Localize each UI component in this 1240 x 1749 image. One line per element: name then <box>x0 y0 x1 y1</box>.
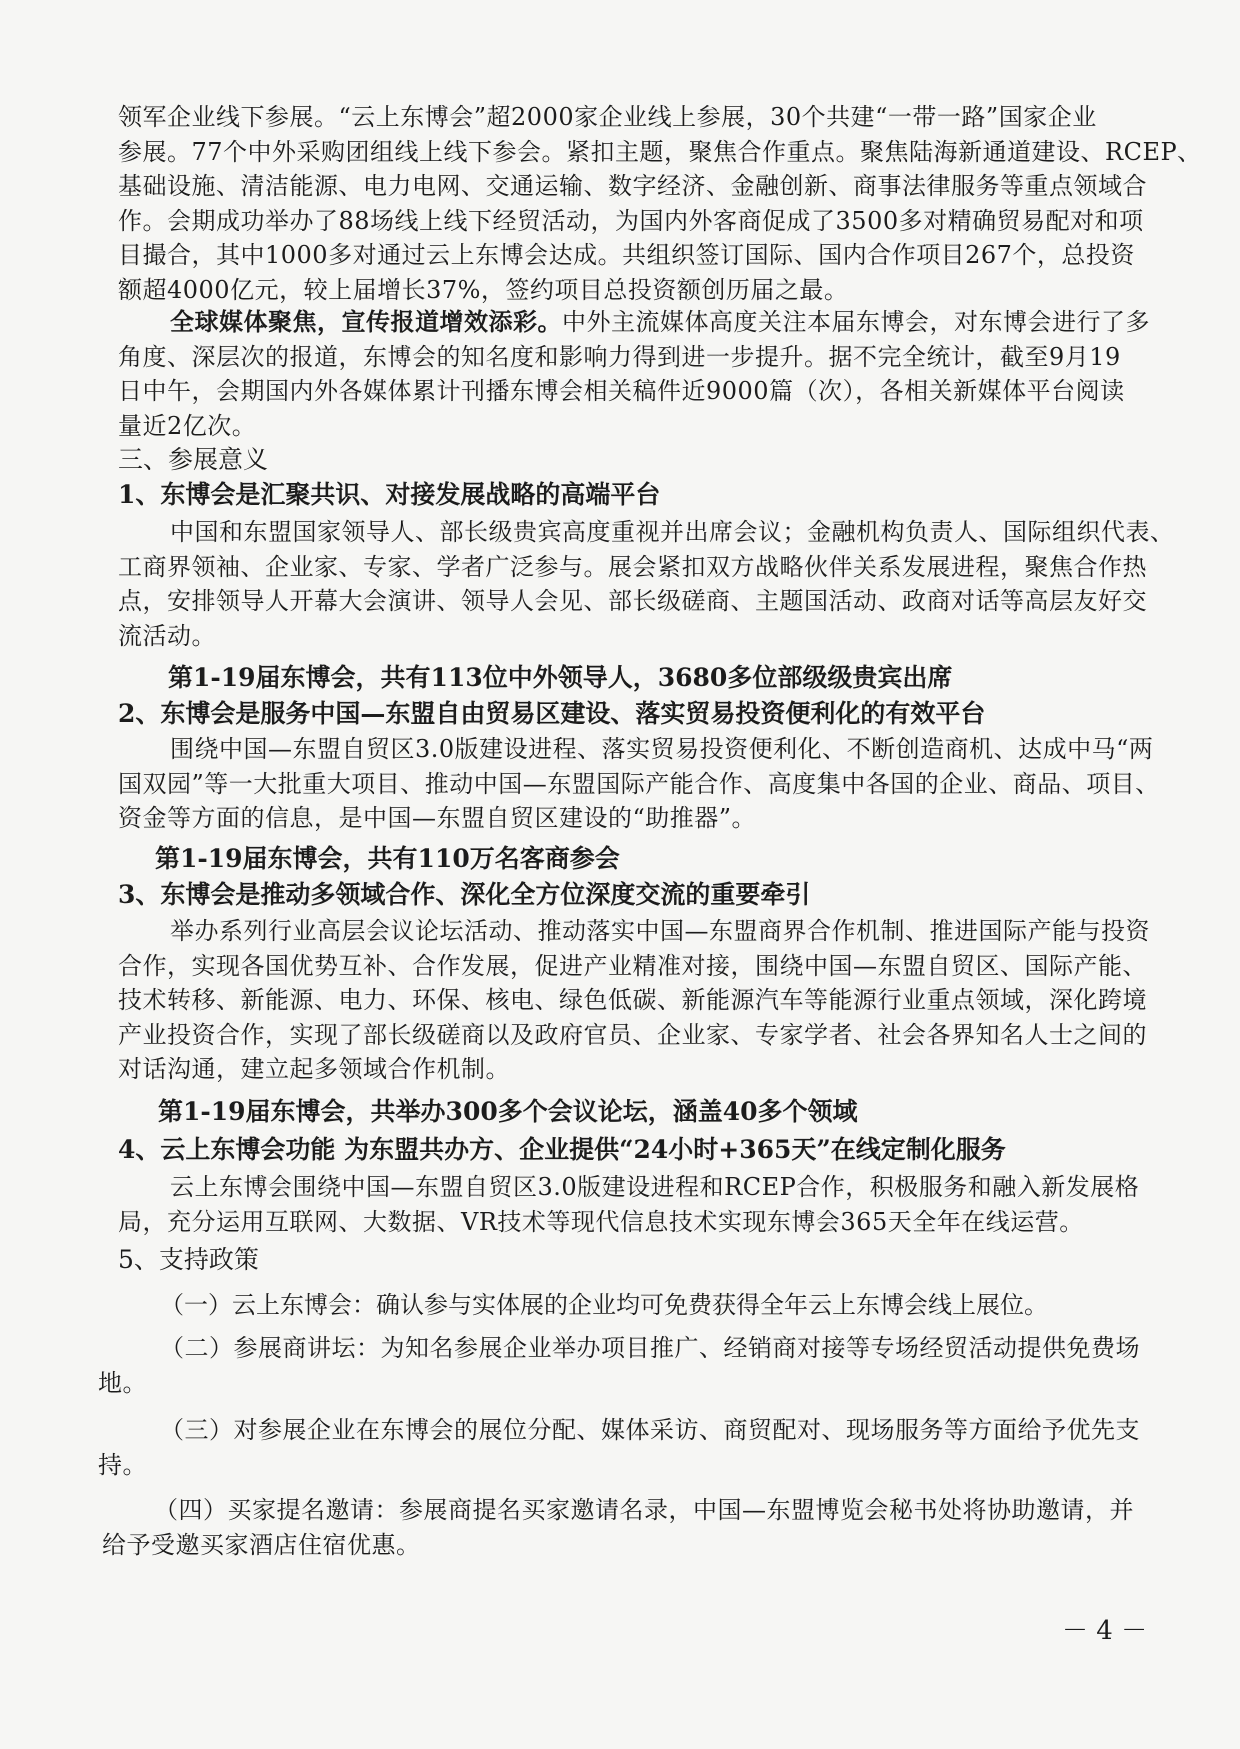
text-line: 国双园”等一大批重大项目、推动中国—东盟国际产能合作、高度集中各国的企业、商品、项目、 <box>118 769 1160 798</box>
section-3-body <box>118 914 1150 1087</box>
text-line: （三）对参展企业在东博会的展位分配、媒体采访、商贸配对、现场服务等方面给予优先支 <box>160 1416 1140 1444</box>
text-line: 点，安排领导人开幕大会演讲、领导人会见、部长级磋商、主题国活动、政商对话等高层友好交 <box>118 587 1147 615</box>
text-line: 举办系列行业高层会议论坛活动、推动落实中国—东盟商界合作机制、推进国际产能与投资 <box>170 917 1150 945</box>
text-line: 参展。77个中外采购团组线上线下参会。紧扣主题，聚焦合作重点。聚焦陆海新通道建设、RCEP、 <box>118 137 1202 166</box>
text-line: 产业投资合作，实现了部长级磋商以及政府官员、企业家、专家学者、社会各界知名人士之间的 <box>118 1020 1147 1049</box>
section-2-stat: 第1-19届东博会，共有110万名客商参会 <box>155 844 620 873</box>
text-line: 工商界领袖、企业家、专家、学者广泛参与。展会紧扣双方战略伙伴关系发展进程，聚焦合作热 <box>118 552 1147 581</box>
section-3-title: 3、东博会是推动多领域合作、深化全方位深度交流的重要牵引 <box>118 880 811 909</box>
policy-item-2 <box>98 1331 1140 1400</box>
media-bold-lead: 全球媒体聚焦，宣传报道增效添彩。 <box>170 307 562 336</box>
text-line: 日中午，会期国内外各媒体累计刊播东博会相关稿件近9000篇（次），各相关新媒体平台阅读 <box>118 377 1125 405</box>
exhibition-results-paragraph <box>118 100 1202 307</box>
section-2-body <box>118 732 1160 836</box>
text-line: 领军企业线下参展。“云上东博会”超2000家企业线上参展，30个共建“一带一路”国家企业 <box>118 103 1097 131</box>
section-5-title: 5、支持政策 <box>118 1245 259 1274</box>
media-paragraph <box>118 305 1150 443</box>
text-line: 作。会期成功举办了88场线上线下经贸活动，为国内外客商促成了3500多对精确贸易配对和项 <box>118 206 1144 235</box>
section-1-body <box>118 515 1175 653</box>
text-line: 地。 <box>98 1368 147 1397</box>
text-line: 围绕中国—东盟自贸区3.0版建设进程、落实贸易投资便利化、不断创造商机、达成中马“两 <box>170 735 1154 763</box>
policy-item-4 <box>102 1493 1138 1562</box>
page-number: － 4 － <box>1062 1616 1148 1646</box>
text-line: 局，充分运用互联网、大数据、VR技术等现代信息技术实现东博会365天全年在线运营。 <box>118 1207 1084 1236</box>
text-line: 云上东博会围绕中国—东盟自贸区3.0版建设进程和RCEP合作，积极服务和融入新发展格 <box>170 1173 1140 1201</box>
text-line: 中国和东盟国家领导人、部长级贵宾高度重视并出席会议；金融机构负责人、国际组织代表、 <box>170 518 1175 546</box>
section-1-stat: 第1-19届东博会，共有113位中外领导人，3680多位部级级贵宾出席 <box>168 663 953 692</box>
text-line: 基础设施、清洁能源、电力电网、交通运输、数字经济、金融创新、商事法律服务等重点领域合 <box>118 172 1147 200</box>
text-line: 合作，实现各国优势互补、合作发展，促进产业精准对接，围绕中国—东盟自贸区、国际产能、 <box>118 951 1147 980</box>
section-1-title: 1、东博会是汇聚共识、对接发展战略的高端平台 <box>118 480 661 509</box>
section-2-title: 2、东博会是服务中国—东盟自由贸易区建设、落实贸易投资便利化的有效平台 <box>118 699 986 728</box>
section-three-title: 三、参展意义 <box>118 445 269 474</box>
text-line: 流活动。 <box>118 621 216 650</box>
policy-item-3 <box>98 1413 1140 1482</box>
text-line: 技术转移、新能源、电力、环保、核电、绿色低碳、新能源汽车等能源行业重点领域，深化跨境 <box>118 986 1147 1014</box>
text-line: 给予受邀买家酒店住宿优惠。 <box>102 1530 421 1559</box>
policy-item-1: （一）云上东博会：确认参与实体展的企业均可免费获得全年云上东博会线上展位。 <box>160 1291 1048 1319</box>
text-line: 角度、深层次的报道，东博会的知名度和影响力得到进一步提升。据不完全统计，截至9月19 <box>118 342 1121 371</box>
section-4-title: 4、云上东博会功能 为东盟共办方、企业提供“24小时+365天”在线定制化服务 <box>118 1135 1006 1164</box>
text-line: 资金等方面的信息，是中国—东盟自贸区建设的“助推器”。 <box>118 804 757 832</box>
text-line: 额超4000亿元，较上届增长37%，签约项目总投资额创历届之最。 <box>118 275 849 304</box>
text-line: 持。 <box>98 1450 147 1479</box>
section-4-body <box>118 1170 1138 1239</box>
text-line: （二）参展商讲坛：为知名参展企业举办项目推广、经销商对接等专场经贸活动提供免费场 <box>160 1334 1140 1362</box>
media-first-line-rest: 中外主流媒体高度关注本届东博会，对东博会进行了多 <box>562 308 1150 336</box>
text-line: （四）买家提名邀请：参展商提名买家邀请名录，中国—东盟博览会秘书处将协助邀请，并 <box>154 1496 1134 1524</box>
section-3-stat: 第1-19届东博会，共举办300多个会议论坛，涵盖40多个领域 <box>158 1097 858 1126</box>
text-line: 量近2亿次。 <box>118 411 257 440</box>
text-line: 对话沟通，建立起多领域合作机制。 <box>118 1055 510 1083</box>
text-line: 目撮合，其中1000多对通过云上东博会达成。共组织签订国际、国内合作项目267个，总投资 <box>118 241 1135 269</box>
text-line <box>118 305 1150 340</box>
